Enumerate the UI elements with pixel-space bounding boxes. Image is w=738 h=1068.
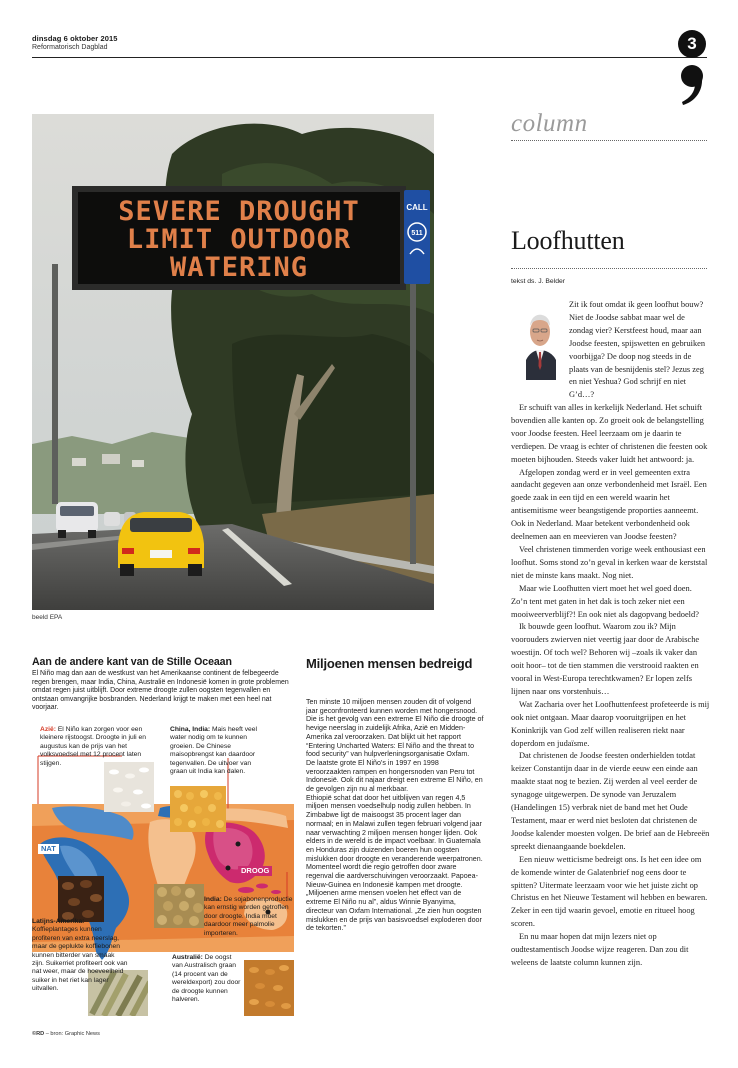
graphic-source-brand: ©RD — [32, 1031, 45, 1037]
column-paragraph: En nu maar hopen dat mijn lezers niet op oudtestamentisch Joodse wijze reageren. Dan zou dit weleens de laatste column kunnen zijn. — [511, 932, 689, 967]
graphic-title: Aan de andere kant van de Stille Oceaan — [32, 656, 232, 668]
drought-sign-photo — [32, 114, 434, 610]
wheat-photo — [244, 960, 294, 1016]
column-paragraph: Maar wie Loofhutten viert moet het wel goed doen. Zo’n tent met gaten in het dak is toch zeker niet een mooiweerverblijf?! En ook niet als dagopvang bedoeld? — [511, 583, 699, 619]
graphic-intro: El Niño mag dan aan de westkust van het Amerikaanse continent de felbegeerde regen brengen, maar India, China, Australië en Indonesië komen in grote problemen omdat regen juist uitblijft. Door extreme droogte zullen oogsten tegenvallen en ontstaan omvangrijke bosbranden. Nederland krijgt te maken met een heel nat voorjaar. — [32, 670, 289, 712]
column-label: column — [511, 110, 588, 137]
caption-australia-text: De oogst van Australisch graan (14 procent van de wereldexport) zou door de droogte kunnen halveren. — [172, 954, 241, 1004]
sign-line-2: LIMIT OUTDOOR — [126, 224, 352, 255]
caption-china-text: Mais heeft veel water nodig om te kunnen groeien. De Chinese maisopbrengst kan daardoor tegenvallen. De uitvoer van graan uit India kan dalen. — [170, 726, 257, 776]
column-paragraph: Wat Zacharia over het Loofhuttenfeest profeteerde is mij ook niet ontgaan. Maar daarop vooruitgrijpen en het Koninkrijk van God zelf willen realiseren riekt naar doperdom en judaïsme. — [511, 699, 710, 748]
article-paragraph: Ten minste 10 miljoen mensen zouden dit of volgend jaar geconfronteerd kunnen worden met hongersnood. Die is het gevolg van een extreme El Niño die droogte of hevige neerslag in zuidelijk Afrika, Azië en Midden-Amerika zal veroorzaken. Dat blijkt uit het rapport “Entering Uncharted Waters: El Niño and the threat to food security” van hulpverleningsorganisatie Oxfam. — [306, 698, 484, 759]
sign-line-1: SEVERE DROUGHT — [118, 196, 360, 227]
corn-photo — [170, 786, 226, 832]
column-paragraph: Afgelopen zondag werd er in veel gemeenten extra aandacht gegeven aan onze verbondenheid met Israël. Een goede zaak in een tijd en een wereld waarin het antisemitisme weer beangstigende proporties aanneemt. Ook in Nederland. Maar betekent verbondenheid ook deelnemen aan en meevieren van Joodse feesten? — [511, 467, 707, 542]
coffee-photo — [58, 876, 104, 922]
column-title: Loofhutten — [511, 226, 625, 255]
call-label: CALL — [406, 203, 428, 212]
article-paragraph: De laatste grote El Niño’s in 1997 en 1998 veroorzaakten rampen en hongersnoden van Peru tot Indonesië. Ook dit najaar dreigt een extreme El Niño, en de gevolgen zijn nu al merkbaar. — [306, 758, 483, 794]
column-rule-bottom — [511, 268, 707, 269]
caption-india — [204, 896, 294, 938]
rice-photo — [104, 762, 154, 812]
caption-asia-head: Azië: — [40, 726, 56, 733]
graphic-source — [32, 1031, 100, 1037]
page-number-badge: 3 — [678, 30, 706, 58]
soybean-photo — [154, 884, 204, 928]
comma-logo-icon — [678, 64, 706, 106]
caption-latam — [32, 918, 128, 994]
caption-china — [170, 726, 266, 776]
sign-line-3: WATERING — [169, 252, 309, 283]
column-paragraph: Ik bouwde geen loofhut. Waarom zou ik? Mijn voorouders zwierven niet veertig jaar door de Arabische woestijn. Of toch wel? Behoren wij –zoals ik vaker dan ooit hoor– tot de tien stammen die verstrooid raakten en vooral in West-Europa terechtkwamen? Er lopen zelfs lijnen naar ons vorstenhuis… — [511, 622, 700, 696]
column-intro — [569, 299, 710, 402]
column-rule-top — [511, 140, 707, 141]
caption-australia — [172, 954, 242, 1004]
author-portrait — [520, 298, 560, 380]
column-byline: tekst ds. J. Belder — [511, 278, 566, 285]
column-paragraph: Dat christenen de Joodse feesten onderhielden totdat keizer Constantijn daar in de vierde eeuw een einde aan maakte staat nog te bezien. Zij werden al veel eerder de synagoge uitgewerpen. De synode van Jeruzalem (Handelingen 15) verbrak niet de band met het Oude Testament, maar er werd niet besloten dat christenen de Joodse kalender moesten volgen. De brief aan de Hebreeën spreekt dienaangaande boekdelen. — [511, 751, 710, 851]
header-rule — [32, 57, 707, 58]
wet-label: NAT — [38, 844, 59, 854]
call-number: 511 — [411, 230, 423, 237]
caption-china-head: China, India: — [170, 726, 211, 733]
caption-australia-head: Australië: — [172, 954, 203, 961]
newspaper-name: Reformatorisch Dagblad — [32, 44, 108, 51]
article-paragraph: „Miljoenen arme mensen voelen het effect van de extreme El Niño nu al”, aldus Winnie Byanyima, directeur van Oxfam International. „Ze zien hun oogsten mislukken en de prijs van basisvoedsel exploderen door de tekorten.” — [306, 889, 482, 933]
column-intro-text: Zit ik fout omdat ik geen loofhut bouw? Niet de Joodse sabbat maar wel de zondag vier? Kerstfeest houd, maar aan Joodse feesten, spijswetten en gebruiken voorbijga? De doop nog steeds in de plaats van de besnijdenis stel? Jezus zeg en niet Yeshua? God schrijf en niet G’d…? — [569, 300, 706, 400]
caption-latam-text: Koffieplantages kunnen profiteren van extra neerslag, maar de geplukte koffiebonen kunnen bitterder van smaak zijn. Suikerriet profiteert ook van nat weer, maar de hoeveelheid suiker in het riet kan lager uitvallen. — [32, 926, 128, 993]
issue-date: dinsdag 6 oktober 2015 — [32, 34, 118, 43]
el-nino-map-graphic — [32, 716, 294, 1026]
column-paragraph: Veel christenen timmerden vorige week enthousiast een loofhut. Soms stond zo’n geval in kerken waar de kerststal niet de minste kans maakt. Nog niet. — [511, 544, 708, 580]
caption-india-text: De sojabonenproductie kan ernstig worden getroffen door droogte. India moet daardoor meer palmolie importeren. — [204, 896, 293, 937]
caption-asia — [40, 726, 158, 768]
column-paragraph: Een nieuw wetticisme bedreigt ons. Is het een idee om de komende winter de Galatenbrief nog eens door te spitten? Uitermate leerzaam voor wie het juiste zicht op Christus en het Nieuwe Testament wil hebben en bewaren. Zeker in een tijd waarin gevoel, emotie en ritueel hoog scoren. — [511, 854, 708, 929]
article-title: Miljoenen mensen bedreigd — [306, 656, 473, 671]
article-body — [306, 698, 484, 933]
caption-asia-text: El Niño kan zorgen voor een kleinere rijstoogst. Droogte in juli en augustus kan de prijs van het volksvoedsel met 12 procent laten stijgen. — [40, 726, 146, 767]
column-paragraph: Er schuift van alles in kerkelijk Nederland. Het schuift bovendien alle kanten op. Zo groeit ook de belangstelling voor Joodse feesten. Heel leerzaam om je daarin te verdiepen. De vraag is echter of christenen die feesten ook moeten bijhouden. Steeds vaker luidt het antwoord: ja. — [511, 403, 708, 464]
photo-credit: beeld EPA — [32, 614, 63, 621]
graphic-source-text: – bron: Graphic News — [45, 1031, 100, 1037]
dry-label: DROOG — [238, 866, 272, 876]
caption-latam-head: Latijns-Amerika: — [32, 918, 85, 925]
article-paragraph: Ethiopië schat dat door het uitblijven van regen 4,5 miljoen mensen voedselhulp nodig zullen hebben. In Zimbabwe ligt de maisoogst 35 procent lager dan normaal; en in Malawi zullen tegen februari volgend jaar naar verwachting 2 miljoen mensen honger lijden. Ook elders in de wereld is de impact voelbaar. In Guatemala en Honduras zijn duizenden boeren hun oogsten mislukken door droogte en veranderende weerpatronen. Momenteel wordt die regio getroffen door zware regenval die aardverschuivingen veroorzaakt. Papoea-Nieuw-Guinea en Indonesië kampen met droogte. — [306, 793, 483, 889]
caption-india-head: India: — [204, 896, 222, 903]
column-body — [511, 402, 710, 970]
